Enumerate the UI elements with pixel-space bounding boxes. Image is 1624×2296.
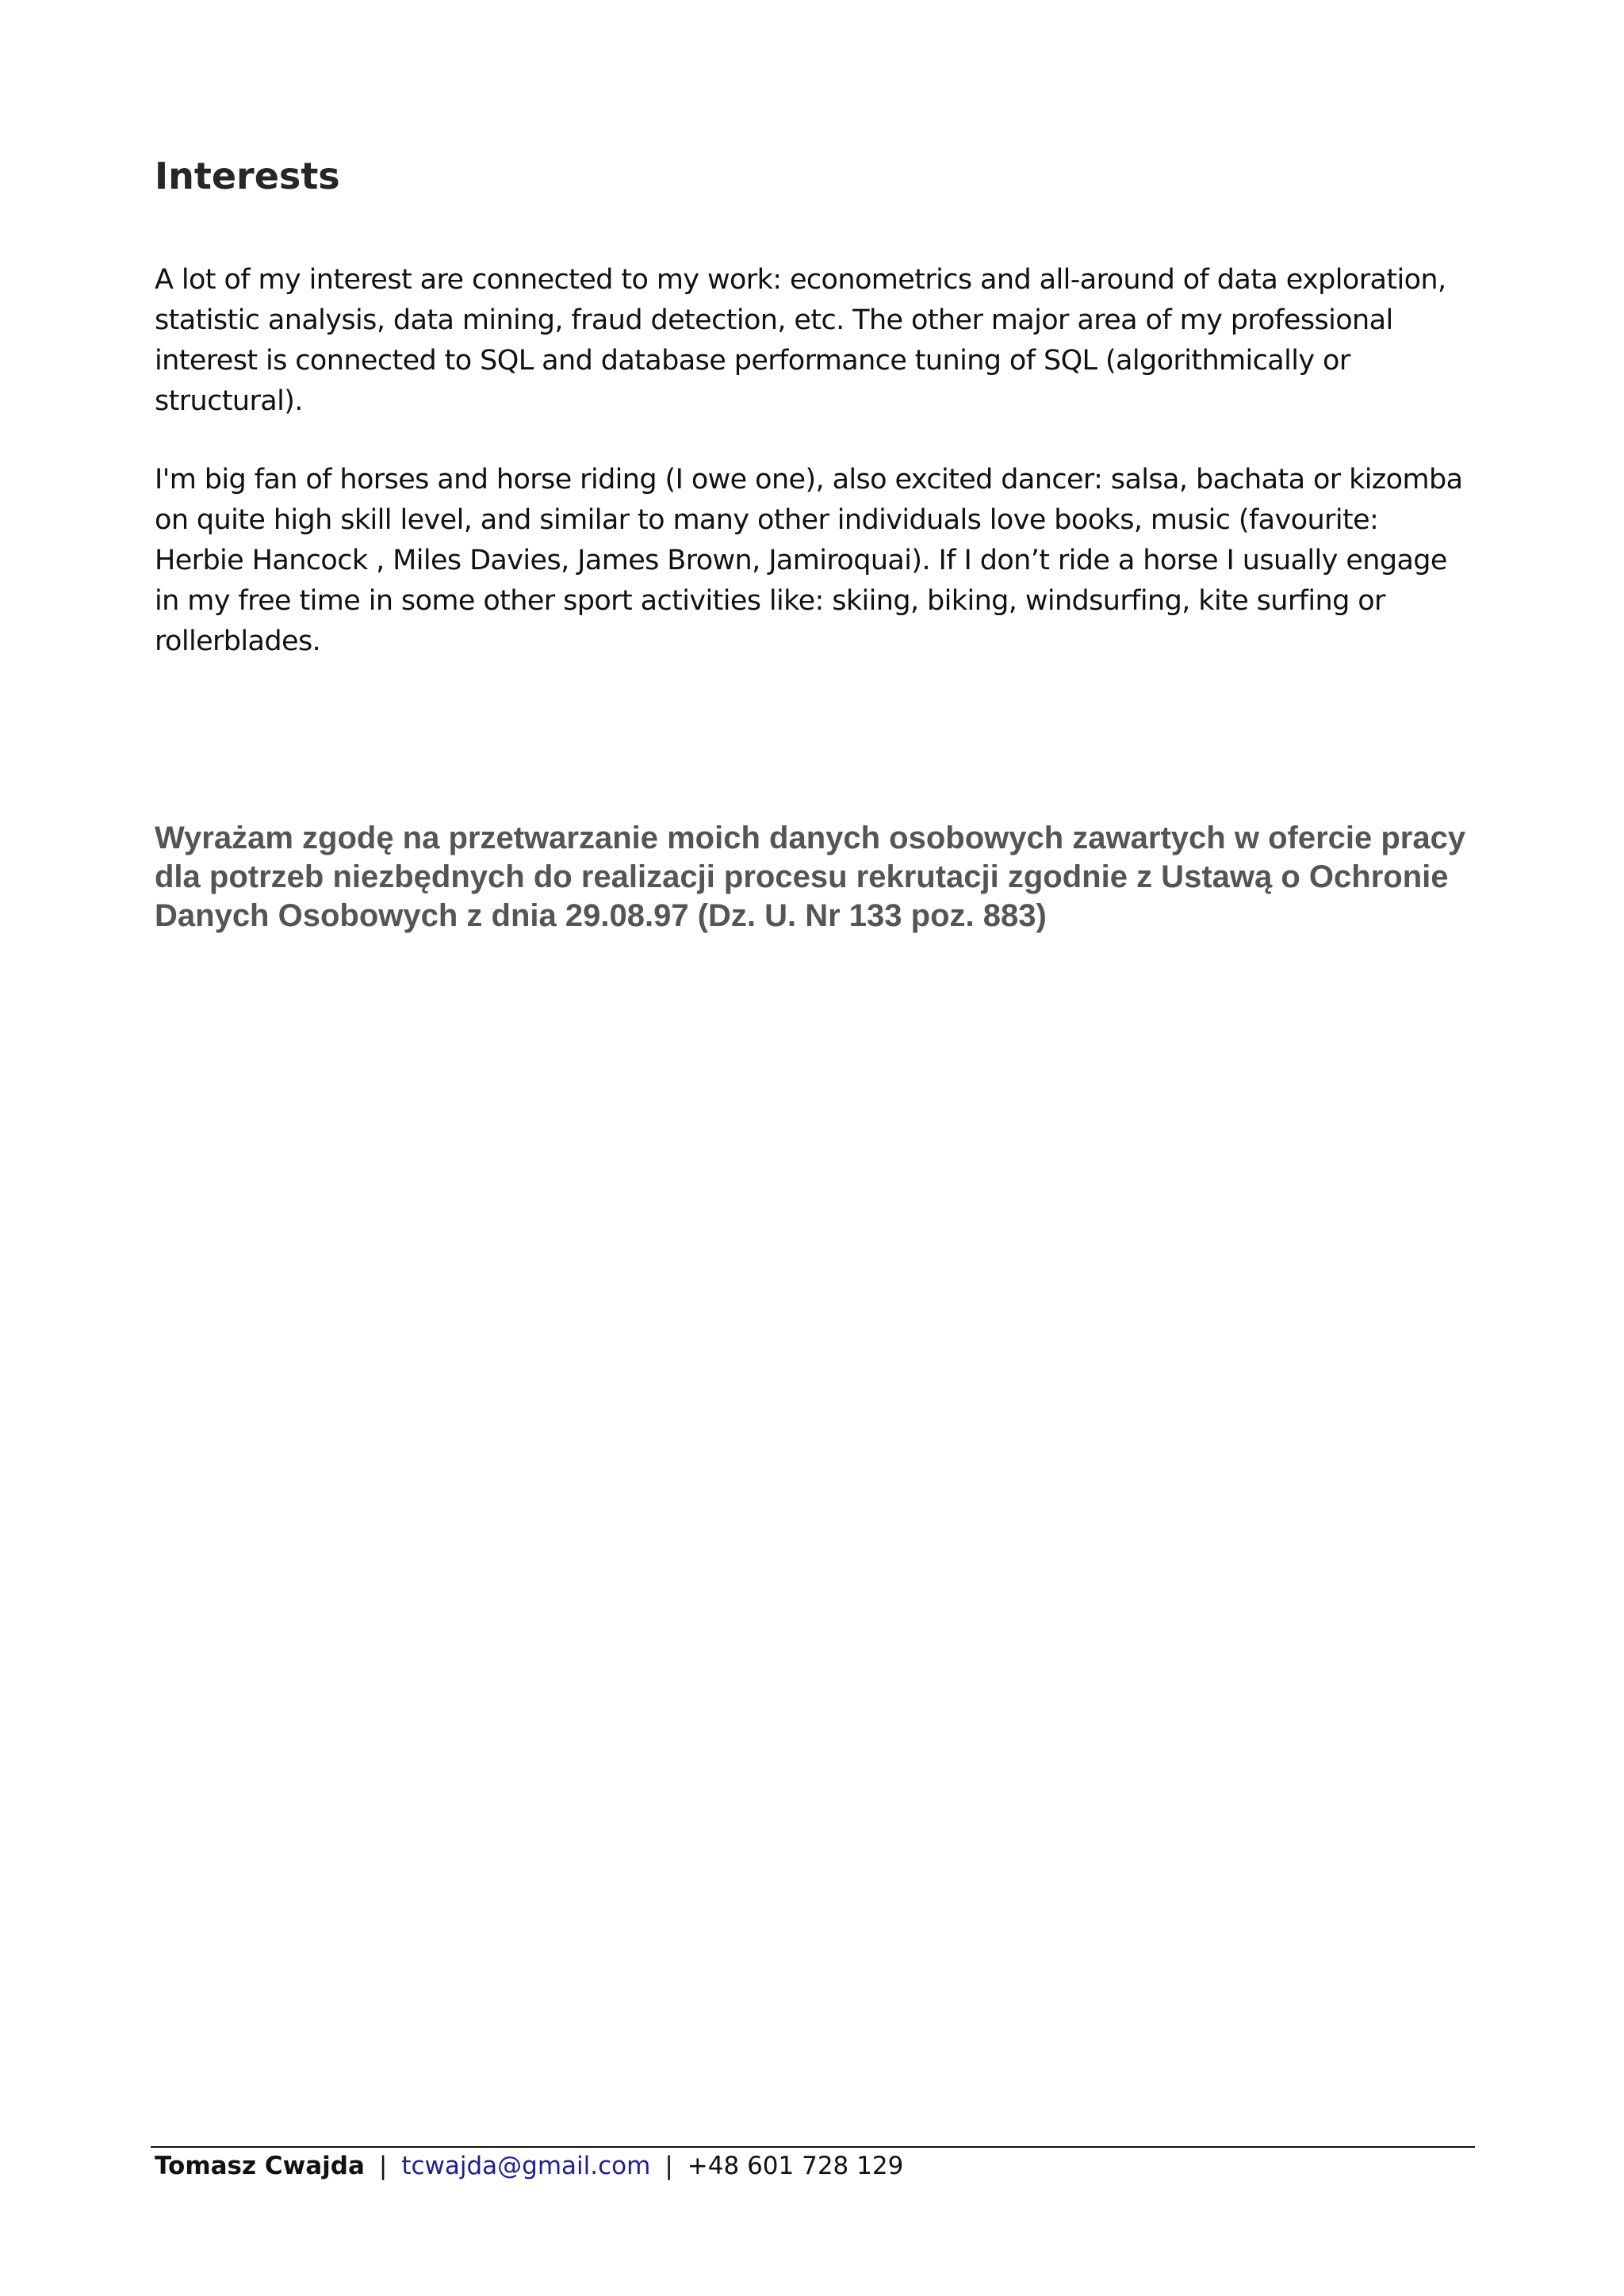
- data-processing-consent-clause: Wyrażam zgodę na przetwarzanie moich danych osobowych zawartych w ofercie pracy dla potrzeb niezbędnych do realizacji procesu rekrutacji zgodnie z Ustawą o Ochronie Danych Osobowych z dnia 29.08.97 (Dz. U. Nr 133 poz. 883): [155, 821, 1466, 933]
- footer-contact: [155, 2150, 903, 2182]
- footer-separator: |: [665, 2152, 673, 2180]
- footer-separator: |: [378, 2152, 388, 2180]
- interests-paragraph-hobbies: I'm big fan of horses and horse riding (I owe one), also excited dancer: salsa, bachata or kizomba on quite high skill level, and similar to many other individuals love books, music (favourite: Herbie Hancock , Miles Davies, James Brown, Jamiroquai). If I don’t ride a horse I usually engage in my free time in some other sport activities like: skiing, biking, windsurfing, kite surfing or rollerblades.: [155, 464, 1463, 657]
- footer-name: Tomasz Cwajda: [155, 2152, 365, 2180]
- footer-email-link[interactable]: tcwajda@gmail.com: [401, 2152, 651, 2180]
- interests-paragraph-work: A lot of my interest are connected to my work: econometrics and all-around of data exploration, statistic analysis, data mining, fraud detection, etc. The other major area of my professional interest is connected to SQL and database performance tuning of SQL (algorithmically or structural).: [155, 264, 1446, 417]
- section-heading-interests: Interests: [155, 155, 340, 197]
- footer-phone: +48 601 728 129: [687, 2152, 904, 2180]
- footer-divider: [151, 2146, 1475, 2148]
